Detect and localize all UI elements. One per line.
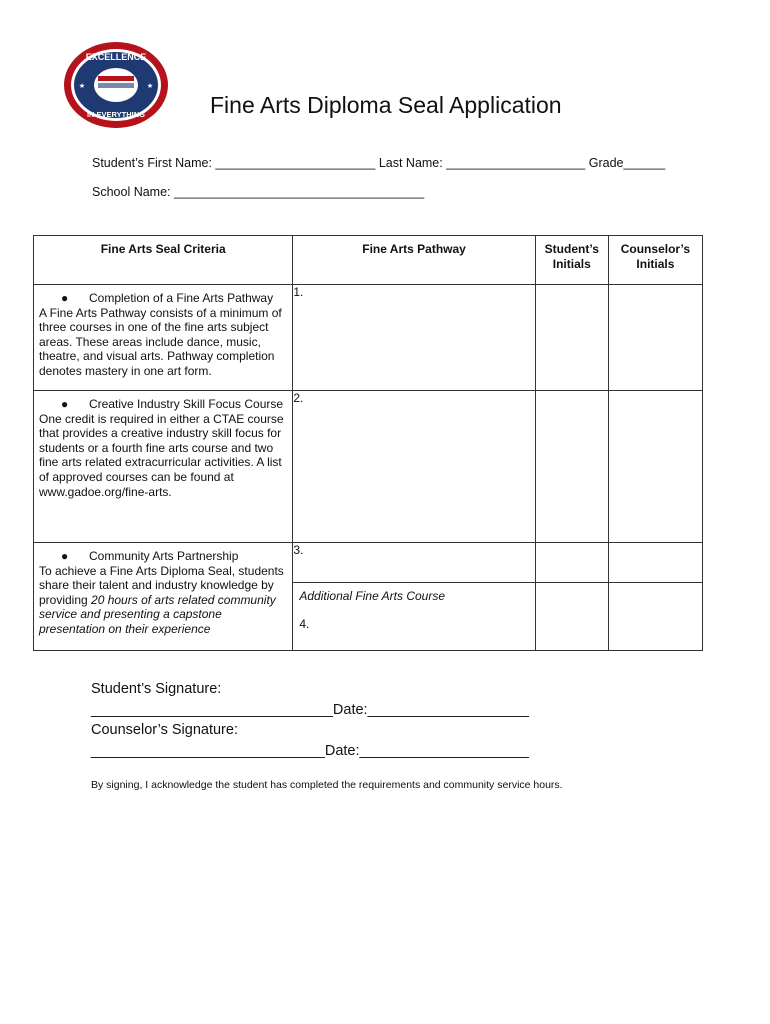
criteria-title: Completion of a Fine Arts Pathway <box>89 291 274 305</box>
criteria-title: Creative Industry Skill Focus Course <box>89 397 284 411</box>
criteria-table <box>33 235 703 651</box>
criteria-cell <box>34 543 293 651</box>
counselor-signature-label: Counselor’s Signature: <box>91 722 238 738</box>
table-row <box>34 543 703 583</box>
student-initials-cell[interactable] <box>535 583 608 651</box>
last-name-field[interactable]: Last Name: ____________________ <box>378 156 586 170</box>
counselor-initials-cell[interactable] <box>608 543 702 583</box>
pathway-cell[interactable] <box>293 391 535 543</box>
counselor-initials-cell[interactable] <box>608 285 702 391</box>
pathway-number: 1. <box>293 285 304 299</box>
svg-text:★: ★ <box>146 83 154 90</box>
logo-bottom-text: IN EVERYTHING <box>86 110 146 119</box>
district-logo-seal <box>62 40 170 130</box>
table-row <box>34 285 703 391</box>
counselor-signature-line[interactable]: _____________________________Date:_____________________ <box>91 743 529 759</box>
student-initials-cell[interactable] <box>535 285 608 391</box>
bullet-icon: ● <box>61 549 69 563</box>
criteria-title: Community Arts Partnership <box>89 549 239 563</box>
bullet-icon: ● <box>61 291 69 305</box>
header-counselor-initials: Counselor’s Initials <box>608 236 702 285</box>
student-signature-line[interactable]: ______________________________Date:____________________ <box>91 702 529 718</box>
pathway-cell[interactable] <box>293 285 535 391</box>
header-student-initials: Student’s Initials <box>535 236 608 285</box>
student-initials-cell[interactable] <box>535 543 608 583</box>
additional-course-cell[interactable] <box>293 583 535 651</box>
criteria-description: To achieve a Fine Arts Diploma Seal, students share their talent and industry knowledge by providing 20 hours of arts related community service and presenting a capstone presentation on their experience <box>39 563 284 636</box>
pathway-cell[interactable] <box>293 543 535 583</box>
grade-field[interactable]: Grade______ <box>588 156 666 170</box>
criteria-cell <box>34 391 293 543</box>
school-line <box>92 185 424 199</box>
first-name-field[interactable]: Student’s First Name: _______________________ <box>92 156 376 170</box>
svg-text:★: ★ <box>78 83 86 90</box>
criteria-description: A Fine Arts Pathway consists of a minimum of three courses in one of the fine arts subject areas. These areas include dance, music, theatre, and visual arts. Pathway completion denotes mastery in one art form. <box>39 305 282 378</box>
header-pathway: Fine Arts Pathway <box>293 236 535 285</box>
table-row <box>34 391 703 543</box>
student-signature-label: Student’s Signature: <box>91 681 222 697</box>
school-name-field[interactable]: School Name: ____________________________________ <box>92 185 425 199</box>
criteria-description: One credit is required in either a CTAE course that provides a creative industry skill focus for students or a fourth fine arts course and two fine arts related extracurricular activities. A list of approved courses can be found at www.gadoe.org/fine-arts. <box>39 411 284 499</box>
table-header-row <box>34 236 703 285</box>
pathway-number: 4. <box>299 617 310 631</box>
logo-top-text: EXCELLENCE <box>85 52 147 62</box>
additional-course-label: Additional Fine Arts Course <box>299 589 445 603</box>
counselor-initials-cell[interactable] <box>608 583 702 651</box>
page-title: Fine Arts Diploma Seal Application <box>210 92 562 118</box>
pathway-number: 3. <box>293 543 304 557</box>
pathway-number: 2. <box>293 391 304 405</box>
bullet-icon: ● <box>61 397 69 411</box>
student-initials-cell[interactable] <box>535 391 608 543</box>
counselor-initials-cell[interactable] <box>608 391 702 543</box>
acknowledgement-text: By signing, I acknowledge the student has completed the requirements and community service hours. <box>91 779 563 791</box>
criteria-cell <box>34 285 293 391</box>
header-criteria: Fine Arts Seal Criteria <box>34 236 293 285</box>
name-grade-line <box>92 156 665 170</box>
